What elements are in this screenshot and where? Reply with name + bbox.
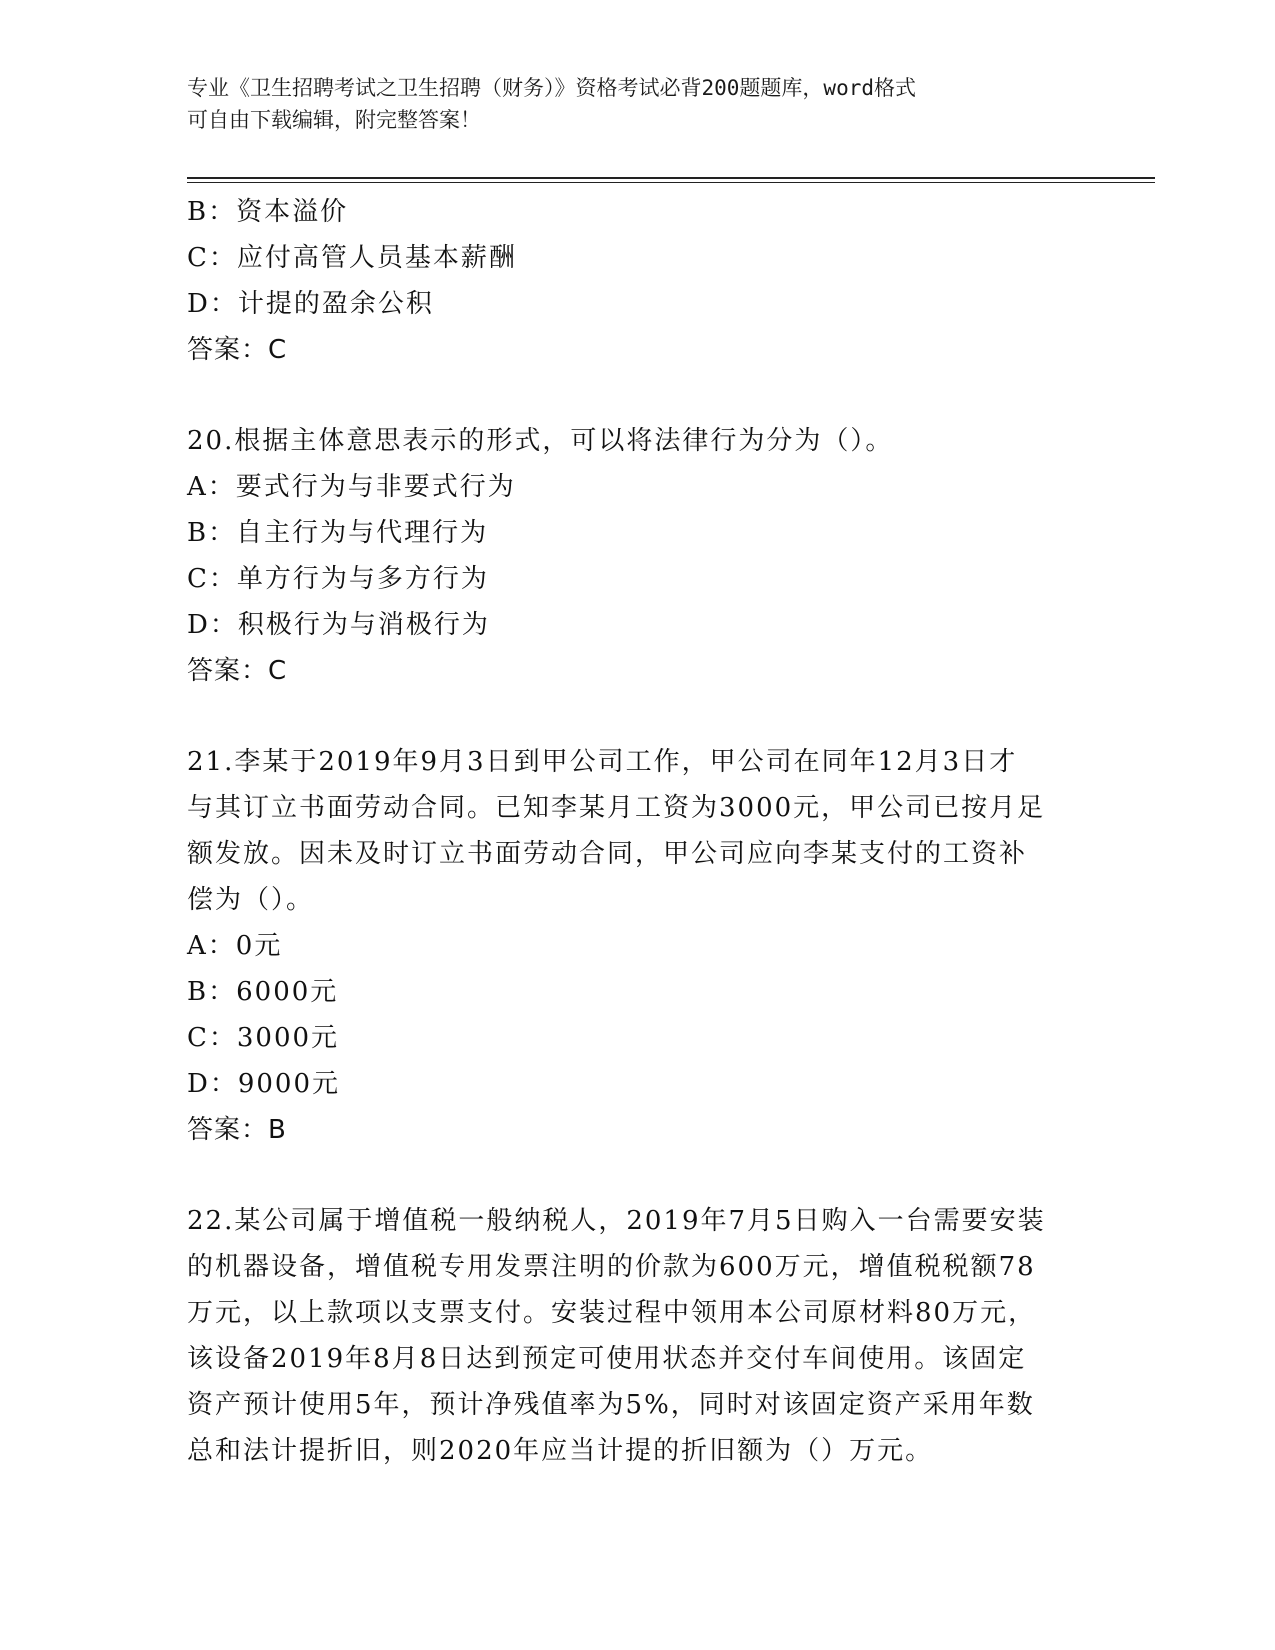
question-prev (187, 189, 1087, 373)
option-c: C：应付高管人员基本薪酬 (187, 243, 517, 273)
question-stem: 22.某公司属于增值税一般纳税人，2019年7月5日购入一台需要安装 (187, 1206, 1046, 1236)
question-stem: 万元，以上款项以支票支付。安装过程中领用本公司原材料80万元， (187, 1298, 1037, 1328)
question-stem: 21.李某于2019年9月3日到甲公司工作，甲公司在同年12月3日才 (187, 747, 1018, 777)
header-divider (187, 177, 1155, 179)
question-stem: 偿为（）。 (187, 885, 315, 915)
question-stem: 额发放。因未及时订立书面劳动合同，甲公司应向李某支付的工资补 (187, 839, 1028, 869)
question-stem: 该设备2019年8月8日达到预定可使用状态并交付车间使用。该固定 (187, 1344, 1027, 1374)
option-a: A：0元 (187, 931, 283, 961)
question-22 (187, 1198, 1087, 1474)
option-d: D：计提的盈余公积 (187, 289, 434, 319)
answer-line: 答案：B (187, 1115, 287, 1145)
question-content (187, 189, 1087, 1474)
page-header (187, 72, 1067, 136)
header-line: 可自由下载编辑，附完整答案！ (187, 108, 481, 132)
option-a: A：要式行为与非要式行为 (187, 472, 516, 502)
header-divider-thin (187, 182, 1155, 183)
option-b: B：6000元 (187, 977, 339, 1007)
answer-line: 答案：C (187, 656, 288, 686)
question-stem: 与其订立书面劳动合同。已知李某月工资为3000元，甲公司已按月足 (187, 793, 1046, 823)
option-c: C：单方行为与多方行为 (187, 564, 489, 594)
question-21 (187, 739, 1087, 1153)
option-b: B：资本溢价 (187, 197, 349, 227)
question-stem: 20.根据主体意思表示的形式，可以将法律行为分为（）。 (187, 426, 894, 456)
question-stem: 资产预计使用5年，预计净残值率为5%，同时对该固定资产采用年数 (187, 1390, 1035, 1420)
option-c: C：3000元 (187, 1023, 340, 1053)
header-line: 专业《卫生招聘考试之卫生招聘（财务）》资格考试必背200题题库，word格式 (187, 76, 916, 100)
spacer (187, 694, 1087, 739)
spacer (187, 373, 1087, 418)
question-stem: 总和法计提折旧，则2020年应当计提的折旧额为（）万元。 (187, 1436, 934, 1466)
option-b: B：自主行为与代理行为 (187, 518, 489, 548)
spacer (187, 1153, 1087, 1198)
question-20 (187, 418, 1087, 694)
option-d: D：9000元 (187, 1069, 341, 1099)
option-d: D：积极行为与消极行为 (187, 610, 490, 640)
answer-line: 答案：C (187, 335, 288, 365)
question-stem: 的机器设备，增值税专用发票注明的价款为600万元，增值税税额78 (187, 1252, 1036, 1282)
